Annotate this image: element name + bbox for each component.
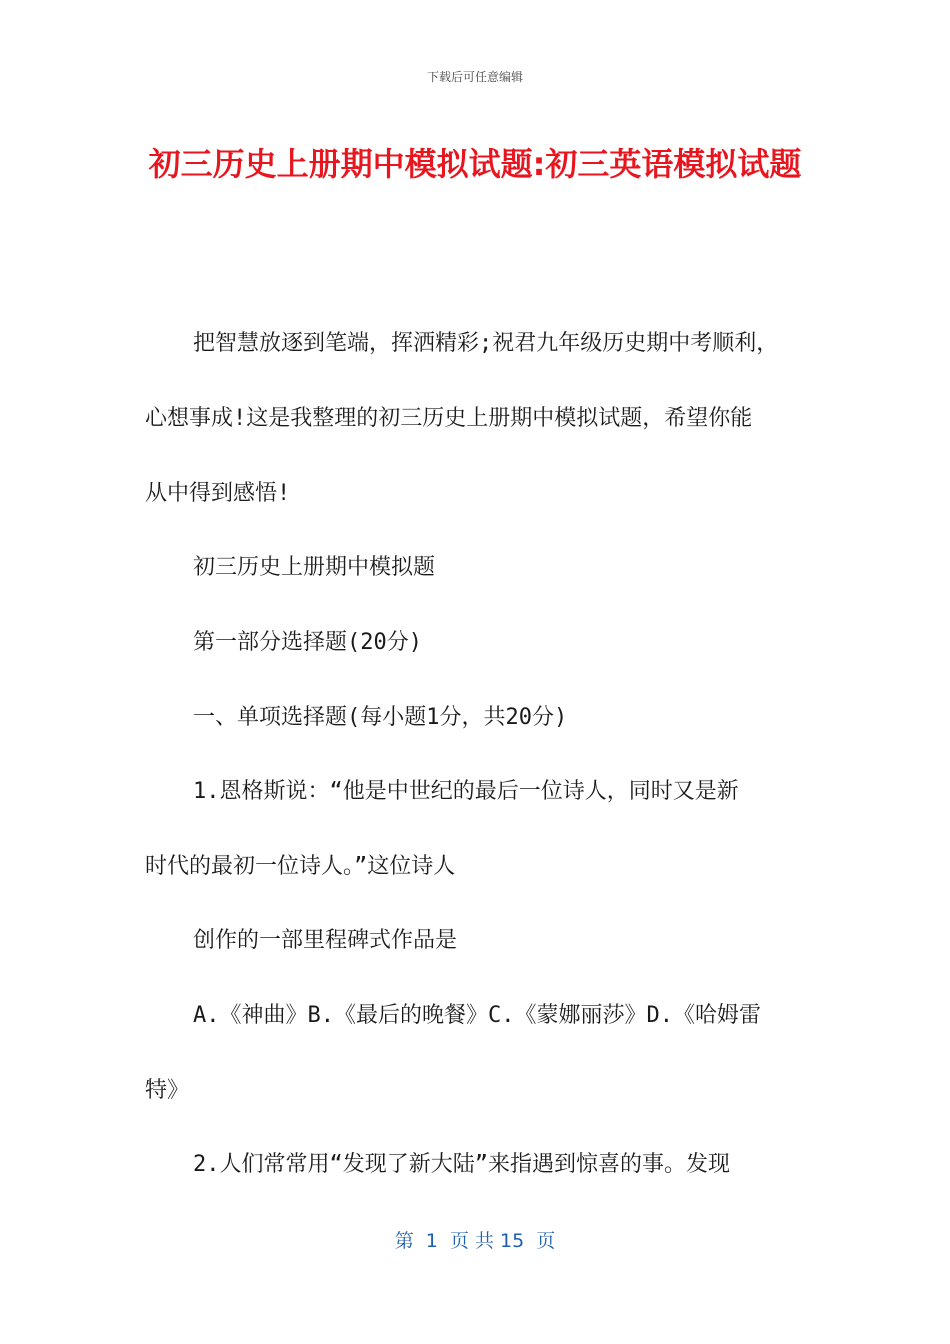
answer-options: 特》: [145, 1078, 190, 1103]
paragraph-line: 心想事成!这是我整理的初三历史上册期中模拟试题，希望你能: [145, 406, 753, 431]
page-footer: 第 1 页 共 15 页: [394, 1230, 556, 1252]
document-title: 初三历史上册期中模拟试题:初三英语模拟试题: [148, 145, 802, 183]
part-heading: 第一部分选择题(20分): [193, 630, 422, 655]
question-line: 时代的最初一位诗人。”这位诗人: [145, 854, 456, 879]
answer-options: A.《神曲》B.《最后的晚餐》C.《蒙娜丽莎》D.《哈姆雷: [193, 1003, 761, 1028]
header-note: 下载后可任意编辑: [426, 70, 523, 84]
section-heading: 初三历史上册期中模拟题: [193, 555, 436, 580]
question-line: 1.恩格斯说：“他是中世纪的最后一位诗人，同时又是新: [193, 779, 739, 804]
question-line: 创作的一部里程碑式作品是: [193, 928, 458, 953]
paragraph-line: 把智慧放逐到笔端，挥洒精彩;祝君九年级历史期中考顺利，: [193, 331, 779, 356]
question-group-heading: 一、单项选择题(每小题1分，共20分): [193, 705, 568, 730]
paragraph-line: 从中得到感悟!: [145, 481, 291, 506]
question-line: 2.人们常常用“发现了新大陆”来指遇到惊喜的事。发现: [193, 1152, 730, 1177]
